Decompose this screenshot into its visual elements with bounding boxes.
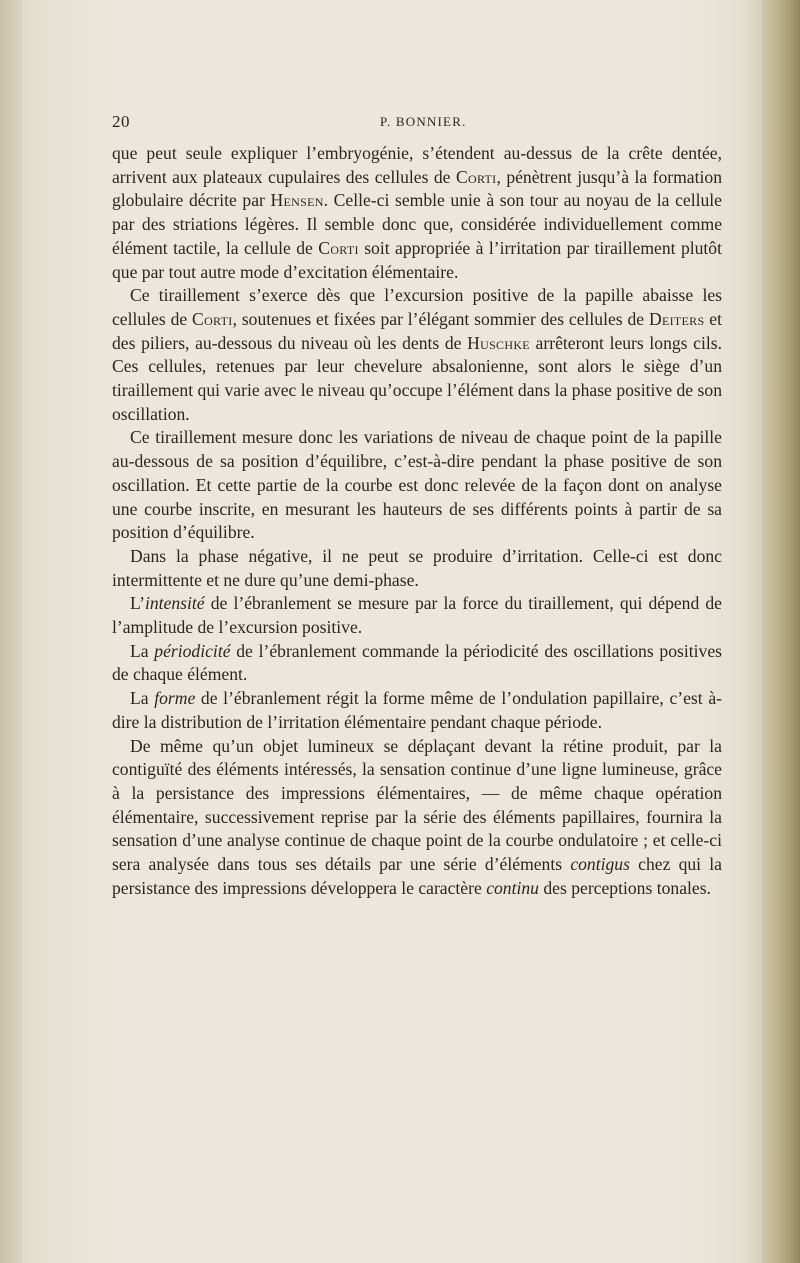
text-run: . Celle-ci semble unie à son tour au noyau de la cellule par des striations légères. Il semble donc que, considérée individuellement comme élément tactile, la cellule de bbox=[112, 190, 722, 258]
emphasis: contigus bbox=[570, 854, 630, 875]
author-name: Huschke bbox=[467, 332, 530, 353]
text-run: chez qui la persistance des impressions développera le caractère bbox=[112, 854, 722, 898]
text-run: et des piliers, au-dessous du niveau où les dents de bbox=[112, 308, 722, 353]
page-header bbox=[112, 112, 722, 136]
page-left-edge bbox=[0, 0, 22, 1263]
paragraph bbox=[112, 142, 722, 284]
text-run: , soutenues et fixées par l’élégant sommier des cellules de bbox=[232, 308, 649, 329]
text-run: de l’ébranlement commande la périodicité des oscillations positives de chaque élément. bbox=[112, 640, 722, 685]
paragraph bbox=[112, 592, 722, 639]
text-run: de l’ébranlement se mesure par la force du tiraillement, qui dépend de l’amplitude de l’excursion positive. bbox=[112, 593, 722, 638]
emphasis: périodicité bbox=[154, 640, 231, 661]
text-run: La bbox=[130, 688, 155, 709]
paragraph bbox=[112, 545, 722, 592]
running-head: P. BONNIER. bbox=[380, 114, 467, 129]
text-run: , pénètrent jusqu’à la formation globulaire décrite par bbox=[112, 166, 722, 211]
emphasis: forme bbox=[154, 688, 196, 709]
text-run: Ce tiraillement mesure donc les variations de niveau de chaque point de la papille au-dessous de sa position d’équilibre, c’est-à-dire pendant la phase positive de son oscillation. Et cette partie de la courbe est donc relevée de la façon dont on analyse une courbe inscrite, en mesurant les hauteurs de ses différents points à partir de sa position d’équilibre. bbox=[112, 427, 722, 543]
emphasis: intensité bbox=[145, 593, 205, 614]
text-run: que peut seule expliquer l’embryogénie, s’étendent au-dessus de la crête dentée, arrivent aux plateaux cupulaires des cellules de bbox=[112, 143, 722, 187]
text-body bbox=[112, 142, 722, 901]
author-name: Corti bbox=[455, 166, 497, 187]
paragraph bbox=[112, 426, 722, 545]
text-run: de l’ébranlement régit la forme même de l’ondulation papillaire, c’est à-dire la distribution de l’irritation élémentaire pendant chaque période. bbox=[112, 688, 722, 732]
author-name: Corti bbox=[318, 237, 359, 258]
author-name: Deiters bbox=[648, 308, 705, 329]
author-name: Corti bbox=[192, 308, 233, 329]
emphasis: continu bbox=[486, 877, 539, 898]
text-run: La bbox=[130, 640, 155, 661]
paragraph bbox=[112, 735, 722, 901]
text-run: Ce tiraillement s’exerce dès que l’excursion positive de la papille abaisse les cellules de bbox=[112, 285, 722, 329]
paragraph bbox=[112, 284, 722, 426]
paragraph bbox=[112, 640, 722, 687]
text-run: Dans la phase négative, il ne peut se produire d’irritation. Celle-ci est donc intermittente et ne dure qu’une demi-phase. bbox=[112, 545, 722, 590]
page-right-edge bbox=[762, 0, 800, 1263]
text-run: soit appropriée à l’irritation par tiraillement plutôt que par tout autre mode d’excitation élémentaire. bbox=[112, 237, 722, 282]
paragraph bbox=[112, 687, 722, 734]
text-run: De même qu’un objet lumineux se déplaçant devant la rétine produit, par la contiguïté des éléments intéressés, la sensation continue d’une ligne lumineuse, grâce à la persistance des impressions élémentaires, — de même chaque opération élémentaire, successivement reprise par la série des éléments papillaires, fournira la sensation d’une analyse continue de chaque point de la courbe ondulatoire ; et celle-ci sera analysée dans tous ses détails par une série d’éléments bbox=[112, 735, 722, 875]
author-name: Hensen bbox=[270, 190, 324, 211]
text-run: L’ bbox=[130, 593, 145, 614]
text-run: arrêteront leurs longs cils. Ces cellules, retenues par leur chevelure absalonienne, sont alors le siège d’un tiraillement qui varie avec le niveau qu’occupe l’élément dans la phase positive de son oscillation. bbox=[112, 332, 722, 424]
page-number: 20 bbox=[112, 112, 130, 131]
text-run: des perceptions tonales. bbox=[538, 877, 711, 898]
